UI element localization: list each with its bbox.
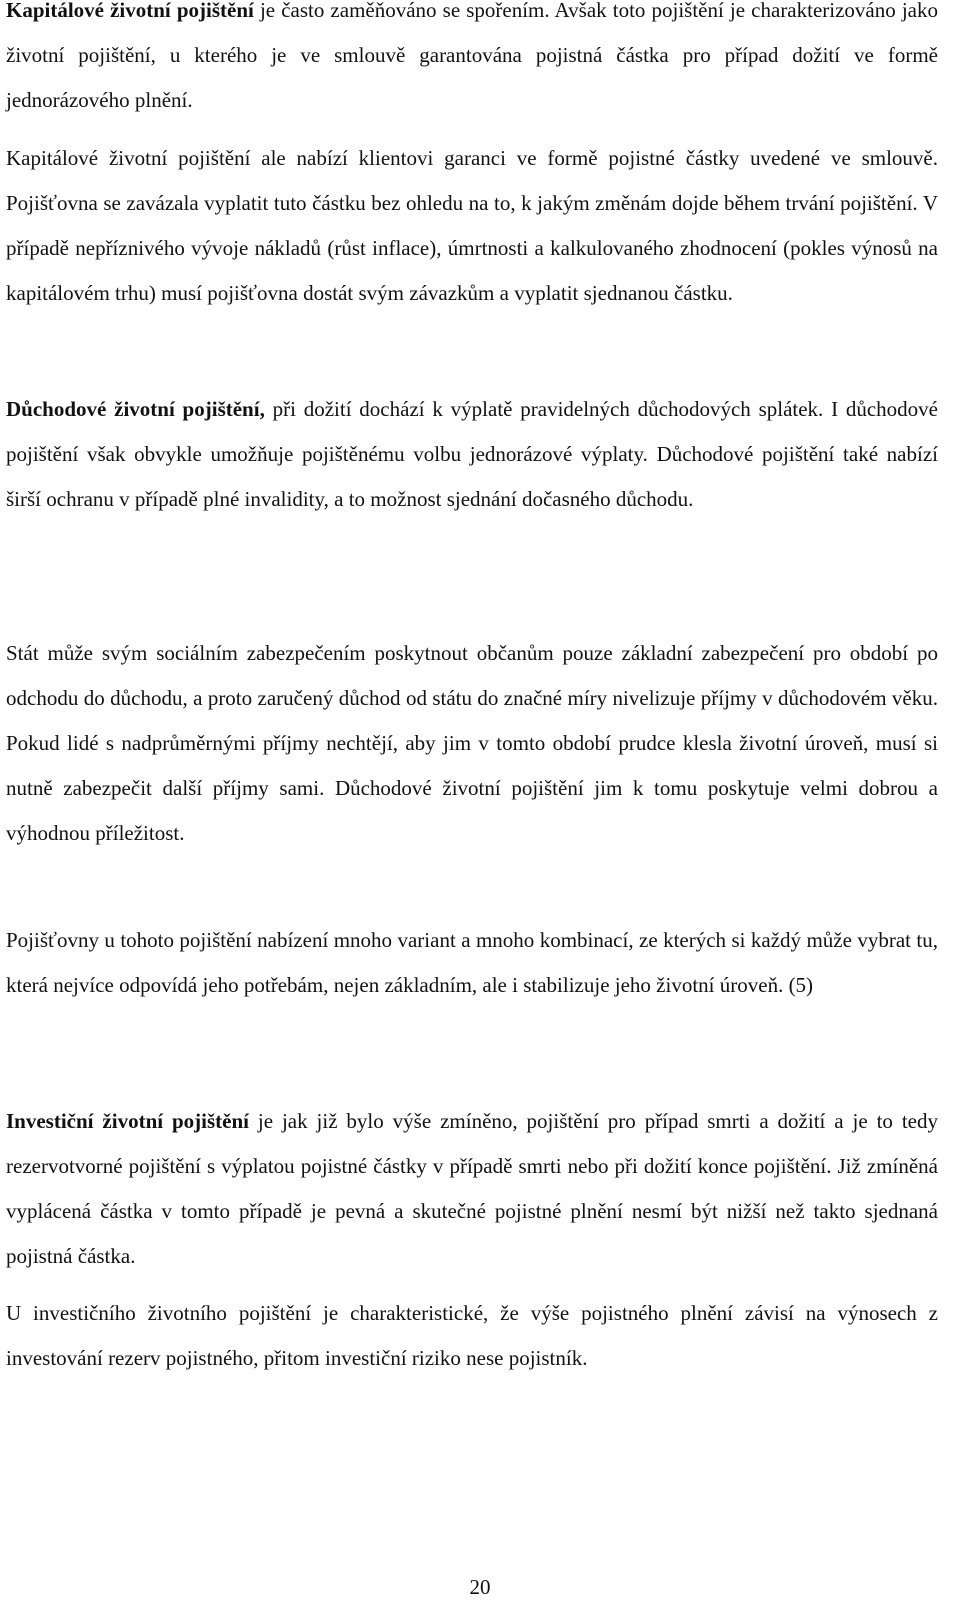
paragraph-text: U investičního životního pojištění je charakteristické, že výše pojistného plnění závisí na výnosech z investování rezerv pojistného, přitom investiční riziko nese pojistník. [6,1301,938,1370]
paragraph-text: Stát může svým sociálním zabezpečením poskytnout občanům pouze základní zabezpečení pro období po odchodu do důchodu, a proto zaručený důchod od státu do značné míry nivelizuje příjmy v důchodovém věku. Pokud lidé s nadprůměrnými příjmy nechtějí, aby jim v tomto období prudce klesla životní úroveň, musí si nutně zabezpečit další příjmy sami. Důchodové životní pojištění jim k tomu poskytuje velmi dobrou a výhodnou příležitost. [6,641,938,845]
paragraph-insurer-variants [6,918,938,1008]
paragraph-text: Pojišťovny u tohoto pojištění nabízení mnoho variant a mnoho kombinací, ze kterých si každý může vybrat tu, která nejvíce odpovídá jeho potřebám, nejen základním, ale i stabilizuje jeho životní úroveň. (5) [6,928,938,997]
paragraph-investment-risk [6,1291,938,1381]
paragraph-capital-guarantee [6,136,938,316]
page-number: 20 [469,1575,491,1599]
paragraph-text: Kapitálové životní pojištění ale nabízí klientovi garanci ve formě pojistné částky uvedené ve smlouvě. Pojišťovna se zavázala vyplatit tuto částku bez ohledu na to, k jakým změnám dojde během trvání pojištění. V případě nepříznivého vývoje nákladů (růst inflace), úmrtnosti a kalkulovaného zhodnocení (pokles výnosů na kapitálovém trhu) musí pojišťovna dostát svým závazkům a vyplatit sjednanou částku. [6,146,938,305]
paragraph-text: je jak již bylo výše zmíněno, pojištění pro případ smrti a dožití a je to tedy rezervotvorné pojištění s výplatou pojistné částky v případě smrti nebo při dožití konce pojištění. Již zmíněná vyplácená částka v tomto případě je pevná a skutečné pojistné plnění nesmí být nižší než takto sjednaná pojistná částka. [6,1109,938,1268]
paragraph-capital-life-insurance [6,0,938,123]
term-pension-life-insurance: Důchodové životní pojištění, [6,397,265,421]
paragraph-text: při dožití dochází k výplatě pravidelných důchodových splátek. I důchodové pojištění však obvykle umožňuje pojištěnému volbu jednorázové výplaty. Důchodové pojištění také nabízí širší ochranu v případě plné invalidity, a to možnost sjednání dočasného důchodu. [6,397,938,511]
paragraph-text: je často zaměňováno se spořením. Avšak toto pojištění je charakterizováno jako životní pojištění, u kterého je ve smlouvě garantována pojistná částka pro případ dožití ve formě jednorázového plnění. [6,0,939,112]
term-investment-life-insurance: Investiční životní pojištění [6,1109,249,1133]
paragraph-pension-life-insurance [6,387,938,522]
paragraph-investment-life-insurance [6,1099,938,1279]
term-capital-life-insurance: Kapitálové životní pojištění [6,0,254,22]
paragraph-state-security [6,631,938,856]
